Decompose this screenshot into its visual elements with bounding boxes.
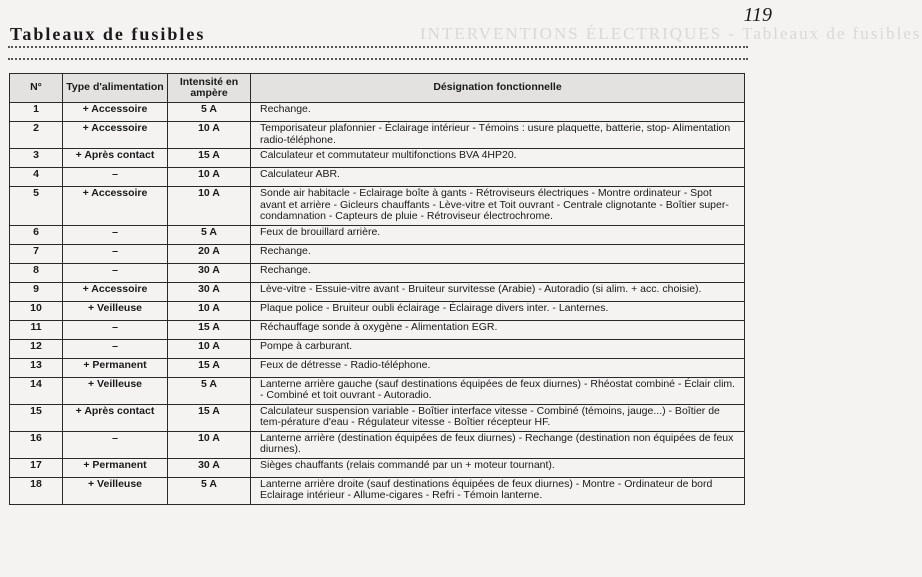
table-row: [10, 282, 745, 301]
cell-type: + Accessoire: [63, 122, 168, 149]
table-row: [10, 263, 745, 282]
cell-num: 4: [10, 168, 63, 187]
cell-desc: Sonde air habitacle - Eclairage boîte à gants - Rétroviseurs électriques - Montre ordinateur - Spot avant et arrière - Gicleurs chauffants - Lève-vitre et Toit ouvrant - Centrale clignotante - Boîtier super-condamnation - Capteurs de pluie - Rétroviseur électrochrome.: [251, 187, 745, 226]
table-row: [10, 149, 745, 168]
cell-type: + Veilleuse: [63, 377, 168, 404]
cell-num: 18: [10, 477, 63, 504]
cell-num: 5: [10, 187, 63, 226]
table-row: [10, 103, 745, 122]
cell-amp: 10 A: [168, 301, 251, 320]
cell-num: 13: [10, 358, 63, 377]
table-row: [10, 244, 745, 263]
cell-type: + Veilleuse: [63, 301, 168, 320]
table-row: [10, 187, 745, 226]
cell-desc: Réchauffage sonde à oxygène - Alimentation EGR.: [251, 320, 745, 339]
dotted-rule: [8, 58, 748, 60]
fuse-table-body: [10, 103, 745, 505]
cell-num: 10: [10, 301, 63, 320]
table-row: [10, 339, 745, 358]
fuse-table: [9, 73, 745, 505]
cell-amp: 20 A: [168, 244, 251, 263]
table-header-row: [10, 74, 745, 103]
table-row: [10, 431, 745, 458]
dotted-rule: [8, 46, 748, 48]
cell-type: –: [63, 263, 168, 282]
cell-desc: Calculateur et commutateur multifonctions BVA 4HP20.: [251, 149, 745, 168]
cell-amp: 10 A: [168, 431, 251, 458]
page-title: Tableaux de fusibles: [10, 24, 206, 44]
cell-type: + Après contact: [63, 404, 168, 431]
table-row: [10, 168, 745, 187]
cell-amp: 5 A: [168, 377, 251, 404]
header-num: N°: [10, 74, 63, 103]
table-row: [10, 477, 745, 504]
cell-amp: 10 A: [168, 187, 251, 226]
cell-amp: 30 A: [168, 458, 251, 477]
cell-desc: Plaque police - Bruiteur oubli éclairage - Éclairage divers inter. - Lanternes.: [251, 301, 745, 320]
cell-num: 7: [10, 244, 63, 263]
cell-type: + Permanent: [63, 458, 168, 477]
cell-type: –: [63, 168, 168, 187]
cell-type: + Veilleuse: [63, 477, 168, 504]
cell-desc: Sièges chauffants (relais commandé par un + moteur tournant).: [251, 458, 745, 477]
table-row: [10, 458, 745, 477]
cell-amp: 15 A: [168, 358, 251, 377]
header-desc: Désignation fonctionnelle: [251, 74, 745, 103]
cell-num: 17: [10, 458, 63, 477]
cell-desc: Lanterne arrière droite (sauf destinations équipées de feux diurnes) - Montre - Ordinateur de bord Eclairage intérieur - Allume-cigares - Refri - Témoin lanterne.: [251, 477, 745, 504]
cell-amp: 15 A: [168, 320, 251, 339]
cell-amp: 5 A: [168, 477, 251, 504]
cell-desc: Calculateur suspension variable - Boîtier interface vitesse - Combiné (témoins, jauge...) - Boîtier de tem-pérature d'eau - Régulateur vitesse - Boîtier récepteur HF.: [251, 404, 745, 431]
table-row: [10, 404, 745, 431]
cell-desc: Feux de brouillard arrière.: [251, 225, 745, 244]
cell-type: + Accessoire: [63, 187, 168, 226]
cell-type: + Après contact: [63, 149, 168, 168]
cell-num: 15: [10, 404, 63, 431]
cell-num: 3: [10, 149, 63, 168]
cell-amp: 15 A: [168, 149, 251, 168]
cell-num: 12: [10, 339, 63, 358]
cell-type: –: [63, 431, 168, 458]
cell-type: –: [63, 339, 168, 358]
cell-amp: 10 A: [168, 122, 251, 149]
table-row: [10, 225, 745, 244]
cell-type: + Accessoire: [63, 103, 168, 122]
cell-desc: Temporisateur plafonnier - Éclairage intérieur - Témoins : usure plaquette, batterie, stop- Alimentation radio-téléphone.: [251, 122, 745, 149]
cell-num: 8: [10, 263, 63, 282]
cell-num: 2: [10, 122, 63, 149]
cell-amp: 10 A: [168, 339, 251, 358]
cell-desc: Pompe à carburant.: [251, 339, 745, 358]
table-row: [10, 320, 745, 339]
table-row: [10, 122, 745, 149]
header-amp: Intensité en ampère: [168, 74, 251, 103]
cell-desc: Rechange.: [251, 244, 745, 263]
table-row: [10, 377, 745, 404]
cell-amp: 5 A: [168, 103, 251, 122]
cell-num: 9: [10, 282, 63, 301]
table-row: [10, 358, 745, 377]
cell-desc: Lanterne arrière gauche (sauf destinations équipées de feux diurnes) - Rhéostat combiné - Éclair clim. - Combiné et toit ouvrant - Autoradio.: [251, 377, 745, 404]
cell-amp: 30 A: [168, 282, 251, 301]
cell-desc: Rechange.: [251, 263, 745, 282]
cell-amp: 15 A: [168, 404, 251, 431]
cell-type: + Permanent: [63, 358, 168, 377]
page-number: 119: [743, 4, 772, 26]
cell-num: 14: [10, 377, 63, 404]
cell-type: –: [63, 244, 168, 263]
header-type: Type d'alimentation: [63, 74, 168, 103]
cell-desc: Calculateur ABR.: [251, 168, 745, 187]
cell-num: 11: [10, 320, 63, 339]
cell-desc: Lanterne arrière (destination équipées de feux diurnes) - Rechange (destination non équipées de feux diurnes).: [251, 431, 745, 458]
cell-desc: Lève-vitre - Essuie-vitre avant - Bruiteur survitesse (Arabie) - Autoradio (si alim. + acc. choisie).: [251, 282, 745, 301]
cell-num: 1: [10, 103, 63, 122]
cell-num: 6: [10, 225, 63, 244]
cell-type: –: [63, 320, 168, 339]
cell-amp: 30 A: [168, 263, 251, 282]
cell-type: –: [63, 225, 168, 244]
show-through-header: INTERVENTIONS ÉLECTRIQUES - Tableaux de fusibles: [420, 24, 922, 43]
cell-desc: Feux de détresse - Radio-téléphone.: [251, 358, 745, 377]
table-row: [10, 301, 745, 320]
cell-desc: Rechange.: [251, 103, 745, 122]
cell-amp: 10 A: [168, 168, 251, 187]
cell-amp: 5 A: [168, 225, 251, 244]
cell-num: 16: [10, 431, 63, 458]
cell-type: + Accessoire: [63, 282, 168, 301]
